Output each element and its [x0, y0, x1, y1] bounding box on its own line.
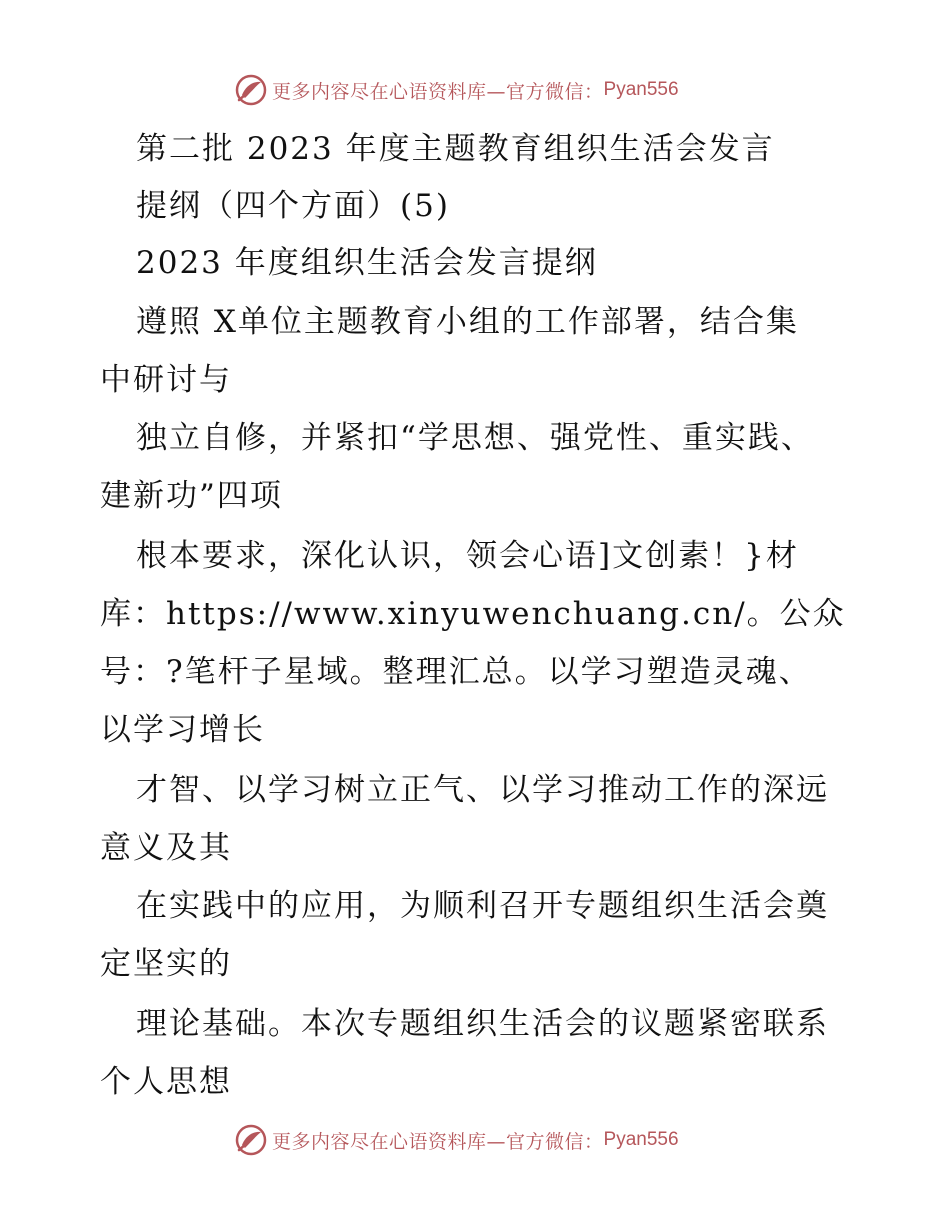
- paragraph-line: 中研讨与: [100, 362, 232, 398]
- paragraph-line: 理论基础。本次专题组织生活会的议题紧密联系: [136, 1006, 829, 1042]
- title-line-2: 提纲（四个方面）(5): [136, 188, 450, 224]
- watermark-text: 更多内容尽在心语资料库—官方微信：: [272, 1130, 604, 1153]
- paragraph-line: 意义及其: [100, 830, 232, 866]
- subtitle-line: 2023 年度组织生活会发言提纲: [136, 245, 598, 281]
- paragraph-line: 建新功”四项: [100, 478, 283, 514]
- watermark-text: 更多内容尽在心语资料库—官方微信：: [272, 80, 604, 103]
- pen-logo-icon: [234, 73, 268, 107]
- watermark-handle: Pyan556: [603, 79, 679, 100]
- paragraph-line: 根本要求，深化认识，领会心语]文创素！}材: [136, 538, 799, 574]
- paragraph-line: 独立自修，并紧扣“学思想、强党性、重实践、: [136, 420, 814, 456]
- paragraph-line: 遵照 X单位主题教育小组的工作部署，结合集: [136, 304, 799, 340]
- paragraph-line: 号：?笔杆子星域。整理汇总。以学习塑造灵魂、: [100, 654, 812, 690]
- header-watermark: [234, 72, 679, 108]
- paragraph-line: 定坚实的: [100, 946, 232, 982]
- paragraph-line: 才智、以学习树立正气、以学习推动工作的深远: [136, 772, 829, 808]
- watermark-handle: Pyan556: [603, 1129, 679, 1150]
- paragraph-line: 以学习增长: [100, 712, 265, 748]
- paragraph-line: 库：https://www.xinyuwenchuang.cn/。公众: [100, 596, 846, 632]
- footer-watermark: [234, 1122, 679, 1158]
- title-line-1: 第二批 2023 年度主题教育组织生活会发言: [136, 131, 775, 167]
- paragraph-line: 在实践中的应用，为顺利召开专题组织生活会奠: [136, 888, 829, 924]
- pen-logo-icon: [234, 1123, 268, 1157]
- paragraph-line: 个人思想: [100, 1064, 232, 1100]
